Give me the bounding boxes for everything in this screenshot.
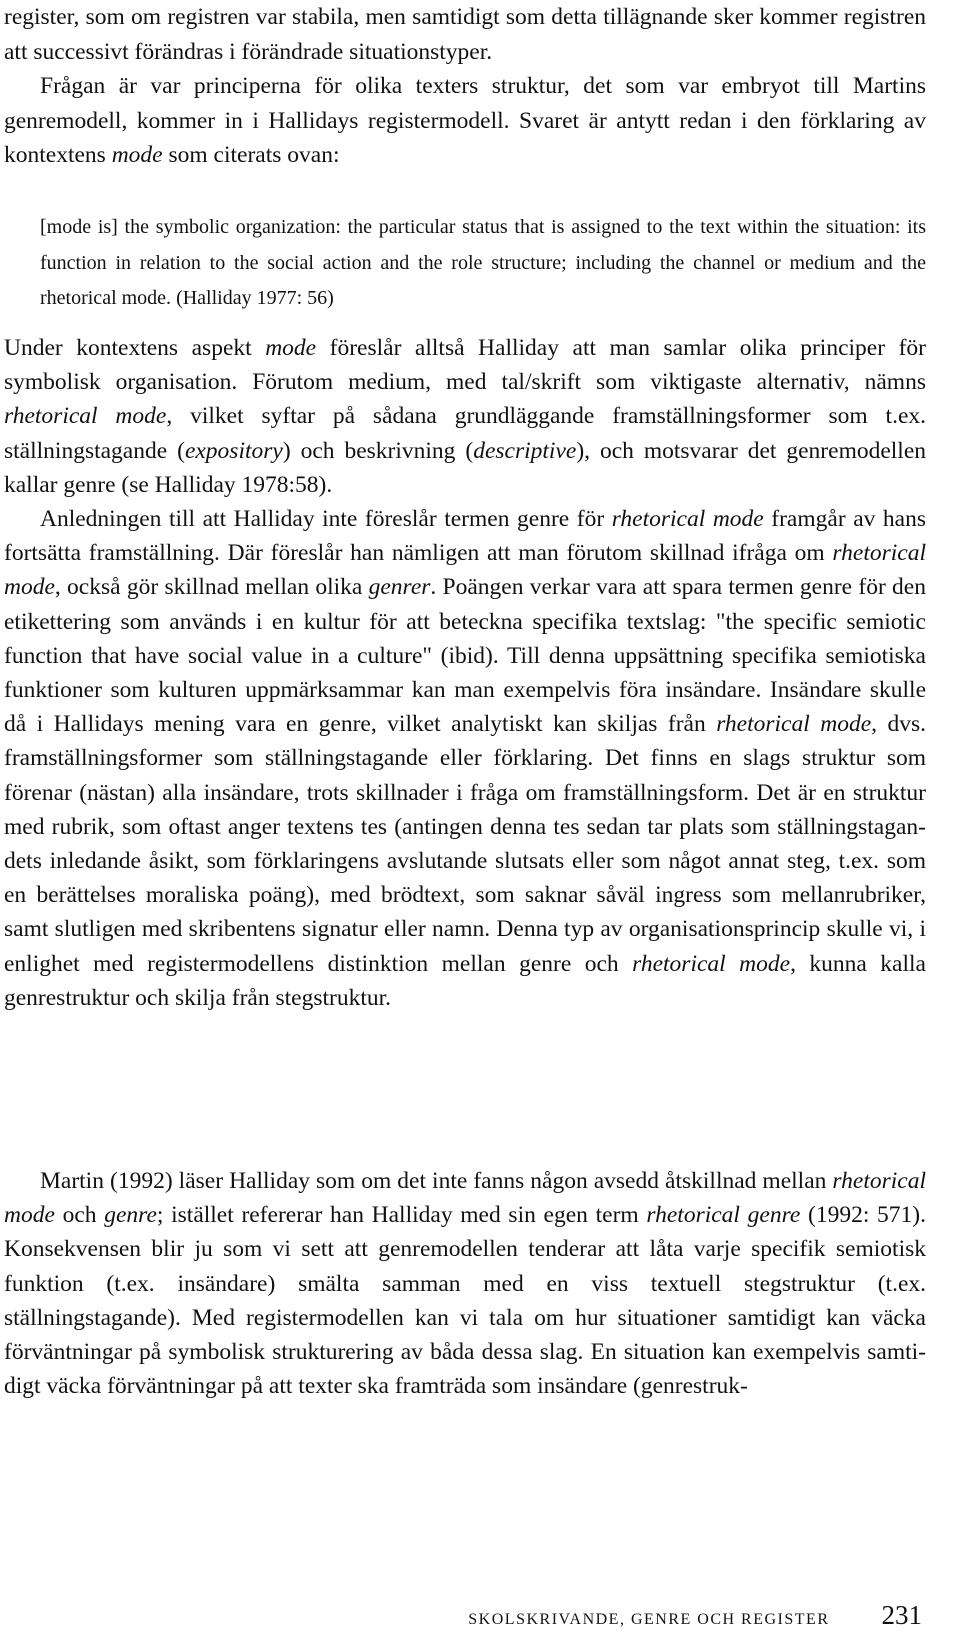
italic-term: mode xyxy=(265,335,317,361)
text-run: Martin (1992) läser Halliday som om det inte fanns någon avsedd åtskillnad mellan xyxy=(40,1168,833,1194)
italic-term: rhetorical mode xyxy=(632,950,791,977)
text-run: som citerats ovan: xyxy=(162,142,340,168)
quote-text: [mode is] the symbolic organization: the particular status that is assigned to the text within the situation: its function in relation to the social action and the role structure; including the channel or medium and the rhetorical mode. xyxy=(40,216,926,309)
text-run: framgår av hans fortsätta framställning. Där föreslår han nämligen att man förutom skillnad ifråga om xyxy=(4,506,927,567)
text-run: ), och motsvarar det genremodellen kallar genre (se Halliday 1978:58). xyxy=(4,437,927,498)
text-run: Anledningen till att Halliday inte föreslår termen genre för xyxy=(40,506,612,533)
running-head: SKOLSKRIVANDE, GENRE OCH REGISTER xyxy=(468,1611,830,1628)
body-paragraph-3 xyxy=(4,1164,926,1403)
italic-term: mode xyxy=(111,142,163,168)
text-run: , också gör skillnad mellan olika xyxy=(54,574,369,601)
text-run: ) och beskrivning ( xyxy=(282,437,474,464)
quote-citation: (Halliday 1977: 56) xyxy=(176,287,334,309)
italic-term: rhetorical mode xyxy=(4,1168,926,1229)
text-run: och xyxy=(54,1202,105,1229)
text-run: , vilket syftar på sådana grundläggande framställningsformer som t.ex. ställningstagande ( xyxy=(4,403,926,464)
text-run: föreslår alltså Halliday att man samlar olika principer för symbolisk organisation. Förutom medium, med tal/skrift som viktigaste alternativ, nämns xyxy=(4,335,926,396)
italic-term: genrer xyxy=(368,574,431,601)
italic-term: rhetorical genre xyxy=(646,1202,801,1229)
page-number: 231 xyxy=(881,1600,922,1630)
italic-term: genre xyxy=(104,1202,157,1229)
page-footer xyxy=(0,1600,922,1631)
italic-term: rhetorical mode xyxy=(716,711,872,738)
italic-term: rhetorical mode xyxy=(4,403,167,430)
text-run: register, som om registren var stabila, men samtidigt som detta tillägnande sker kommer registren att successivt förändras i förändrade situationstyper. xyxy=(4,4,926,65)
italic-term: rhetorical mode xyxy=(611,506,764,533)
body-paragraph-1 xyxy=(4,0,926,173)
text-run: (1992: 571). Konsekvensen blir ju som vi sett att genremodellen tenderar att låta varje specifik semiotisk funktion (t.ex. insändare) smälta samman med en viss textuell stegstruktur (t.ex. ställningstagande). Med registermodellen kan vi tala om hur situationer samtidigt kan väcka förväntningar på symbolisk strukturering av båda dessa slag. En situation kan exempelvis samtidigt väcka förväntningar på att texter ska framträda som insändare (genrestruk- xyxy=(4,1202,927,1400)
text-run: , dvs. framställningsformer som ställningstagande eller förklaring. Det finns en slags struktur som förenar (nästan) alla insändare, trots skillnader i fråga om framställningsform. Det är en struktur med rubrik, som oftast anger textens tes (antingen denna tes sedan tar plats som ställningstagandets inledande åsikt, som förklaringens avslutande slutsats eller som något annat steg, t.ex. som en berättelses moraliska poäng), med brödtext, som saknar såväl ingress som mellanrubriker, samt slutligen med skribentens signatur eller namn. Denna typ av organisationsprincip skulle vi, i enlighet med registermodellens distinktion mellan genre och xyxy=(4,711,926,977)
text-run: , kunna kalla genrestruktur och skilja från stegstruktur. xyxy=(4,950,926,1011)
italic-term: descriptive xyxy=(473,437,577,464)
block-quote xyxy=(40,210,926,317)
body-paragraph-2 xyxy=(4,331,926,1015)
italic-term: rhetorical mode xyxy=(4,540,926,601)
italic-term: expository xyxy=(184,437,283,464)
text-run: . Poängen verkar vara att spara termen genre för den etikettering som används i en kultur för att beteckna specifika textslag: "the specific semiotic function that have social value in a culture" (ibid). Till denna uppsättning specifika semiotiska funktioner som kulturen uppmärksammar kan man exempelvis föra insändare. Insändare skulle då i Hallidays mening vara en genre, vilket analytiskt kan skiljas från xyxy=(4,574,926,738)
text-run: Under kontextens aspekt xyxy=(4,335,266,361)
text-run: Frågan är var principerna för olika texters struktur, det som var embryot till Martins genremodell, kommer in i Hallidays registermodell. Svaret är antytt redan i den förklaring av kontextens xyxy=(4,73,926,168)
text-run: ; istället refererar han Halliday med sin egen term xyxy=(156,1202,647,1229)
